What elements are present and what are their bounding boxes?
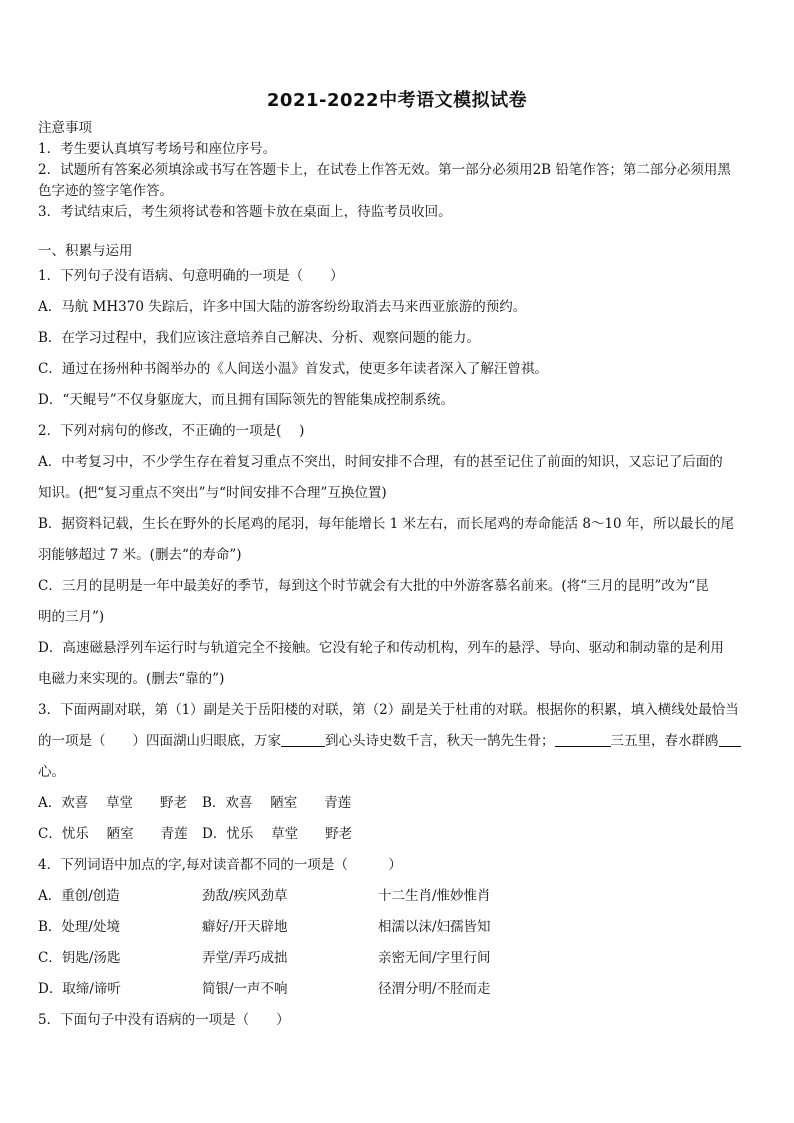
option: A．马航 MH370 失踪后，许多中国大陆的游客纷纷取消去马来西亚旅游的预约。 — [38, 299, 527, 315]
stem-text: 到心头诗史数千言，秋天一鹄先生骨； — [325, 733, 555, 749]
word-pair: 十二生肖/惟妙惟肖 — [378, 888, 491, 904]
question-stem: 2．下列对病句的修改，不正确的一项是( ) — [38, 423, 305, 439]
option-continued: 羽能够超过 7 米。(删去“的寿命”) — [38, 547, 242, 563]
question-stem: 5．下面句子中没有语病的一项是（ ） — [38, 1012, 290, 1028]
option: B．在学习过程中，我们应该注意培养自己解决、分析、观察问题的能力。 — [38, 330, 480, 346]
stem-text: 的一项是（ ）四面湖山归眼底，万家 — [38, 733, 281, 749]
option: A．欢喜 草堂 野老 — [38, 795, 188, 811]
question-stem-continued: 心。 — [38, 764, 65, 780]
option: D．取缔/谛听 — [38, 981, 121, 997]
stem-text: 三五里，春水群鸥 — [610, 733, 719, 749]
question-stem: 4．下列词语中加点的字,每对读音都不同的一项是（ ） — [38, 857, 402, 873]
option: D．“天鲲号”不仅身躯庞大，而且拥有国际领先的智能集成控制系统。 — [38, 392, 455, 408]
page-title: 2021-2022中考语文模拟试卷 — [266, 90, 528, 111]
option: B．欢喜 陋室 青莲 — [202, 795, 352, 811]
option-row — [38, 912, 760, 943]
question-4 — [38, 850, 760, 1005]
word-pair: 弄堂/弄巧成拙 — [202, 950, 288, 966]
option-row — [38, 943, 760, 974]
notice-heading: 注意事项 — [38, 120, 92, 136]
question-2 — [38, 416, 760, 695]
question-stem: 3．下面两副对联，第（1）副是关于岳阳楼的对联，第（2）副是关于杜甫的对联。根据你的积累，填入横线处最恰当 — [38, 702, 739, 718]
option-continued: 电磁力来实现的。(删去“靠的”) — [38, 671, 225, 687]
option: D．忧乐 草堂 野老 — [202, 826, 353, 842]
question-1 — [38, 261, 760, 416]
notice-item: 色字迹的签字笔作答。 — [38, 183, 173, 199]
word-pair: 相濡以沫/妇孺皆知 — [378, 919, 491, 935]
word-pair: 简银/一声不响 — [202, 981, 288, 997]
question-3 — [38, 695, 760, 850]
option: C．通过在扬州种书阁举办的《人间送小温》首发式，使更多年读者深入了解汪曾祺。 — [38, 361, 548, 377]
answer-blank[interactable] — [281, 732, 325, 747]
option: C．忧乐 陋室 青莲 — [38, 826, 188, 842]
option-row — [38, 788, 760, 819]
option: B．据资料记载，生长在野外的长尾鸡的尾羽，每年能增长 1 米左右，而长尾鸡的寿命能活 8～10 年，所以最长的尾 — [38, 516, 734, 532]
word-pair: 劲敌/疾风劲草 — [202, 888, 288, 904]
notice-item: 1．考生要认真填写考场号和座位序号。 — [38, 141, 277, 157]
option: A．中考复习中，不少学生存在着复习重点不突出，时间安排不合理，有的甚至记住了前面的知识，又忘记了后面的 — [38, 454, 723, 470]
option: A．重创/创造 — [38, 888, 120, 904]
option: C．三月的昆明是一年中最美好的季节，每到这个时节就会有大批的中外游客慕名前来。(将“三月的昆明”改为“昆 — [38, 578, 709, 594]
option-row — [38, 881, 760, 912]
option-continued: 知识。(把“复习重点不突出”与“时间安排不合理”互换位置) — [38, 485, 387, 501]
word-pair: 亲密无间/字里行间 — [378, 950, 491, 966]
option: C．钥匙/汤匙 — [38, 950, 121, 966]
option: D．高速磁悬浮列车运行时与轨道完全不接触。它没有轮子和传动机构，列车的悬浮、导向、驱动和制动靠的是利用 — [38, 640, 724, 656]
option-row — [38, 974, 760, 1005]
word-pair: 癖好/开天辟地 — [202, 919, 288, 935]
word-pair: 径渭分明/不胫而走 — [378, 981, 491, 997]
answer-blank[interactable] — [555, 732, 611, 747]
notice-block — [38, 118, 760, 223]
notice-item: 2．试题所有答案必须填涂或书写在答题卡上，在试卷上作答无效。第一部分必须用2B 铅笔作答；第二部分必须用黑 — [38, 162, 731, 178]
question-5 — [38, 1005, 760, 1036]
option: B．处理/处境 — [38, 919, 120, 935]
section-heading: 一、积累与运用 — [38, 243, 133, 259]
option-continued: 明的三月”) — [38, 609, 105, 625]
answer-blank[interactable] — [719, 732, 741, 747]
question-stem: 1．下列句子没有语病、句意明确的一项是（ ） — [38, 268, 344, 284]
notice-item: 3．考试结束后，考生须将试卷和答题卡放在桌面上，待监考员收回。 — [38, 204, 452, 220]
exam-content — [38, 118, 760, 1036]
option-row — [38, 819, 760, 850]
question-stem-continued — [38, 726, 760, 757]
